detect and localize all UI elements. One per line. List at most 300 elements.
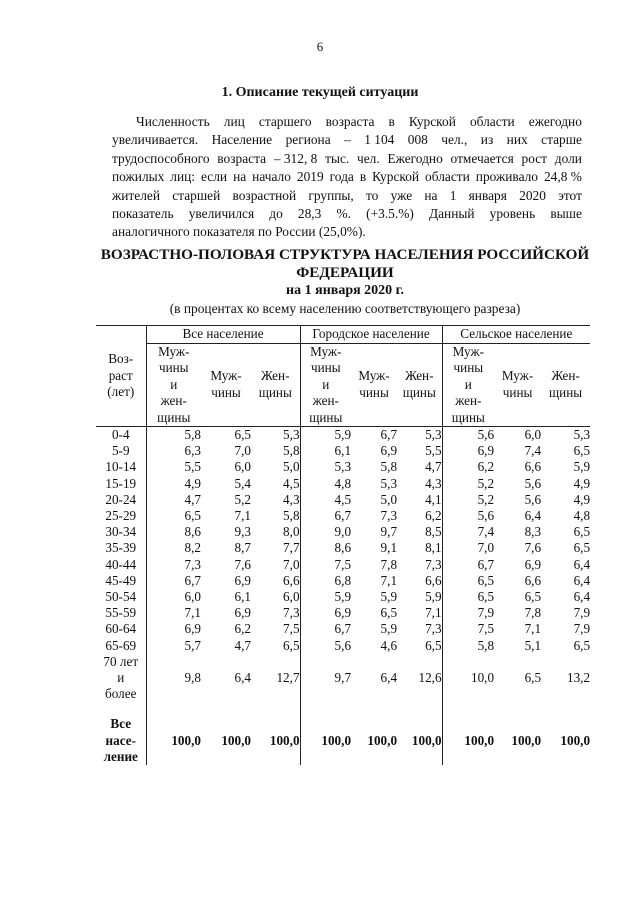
intro-word: до: [269, 206, 283, 222]
value-cell: 7,5: [442, 621, 494, 637]
value-cell: 6,2: [234, 621, 251, 637]
intro-word: то: [366, 187, 379, 203]
value-cell: 9,8: [146, 654, 201, 703]
subheader-line: Муж-: [158, 343, 190, 359]
subheader-men: [351, 343, 397, 427]
intro-word: старшей: [172, 187, 221, 203]
subheader-line: и: [322, 376, 330, 392]
intro-line: [112, 131, 582, 149]
value-cell: 4,5: [300, 492, 351, 508]
value-cell: 5,6: [442, 508, 494, 524]
value-cell: 7,3: [283, 605, 300, 621]
value-cell: 6,9: [442, 443, 494, 459]
value-cell: 6,5: [146, 508, 201, 524]
value-cell: 6,5: [573, 540, 591, 556]
value-cell: 6,0: [146, 589, 201, 605]
spacer-cell: [201, 702, 251, 716]
intro-word: выше: [550, 206, 582, 222]
intro-word: группы,: [308, 187, 354, 203]
subheader-line: Жен-: [405, 368, 434, 384]
value-cell: 100,0: [560, 732, 591, 748]
value-cell: 7,0: [234, 443, 251, 459]
value-cell: 6,4: [573, 589, 591, 605]
value-cell: 10,0: [442, 654, 494, 703]
intro-paragraph: [112, 113, 582, 242]
value-cell: 5,3: [300, 459, 351, 475]
value-cell: 4,7: [425, 459, 442, 475]
value-cell: 6,3: [146, 443, 201, 459]
value-cell: 4,3: [425, 475, 442, 491]
value-cell: 5,9: [380, 621, 398, 637]
value-cell: 100,0: [300, 716, 351, 765]
value-cell: 7,0: [442, 540, 494, 556]
intro-word: в: [388, 114, 395, 129]
table-row: [96, 492, 590, 508]
value-cell: 5,9: [300, 427, 351, 444]
spacer-cell: [442, 702, 494, 716]
value-cell: 7,9: [442, 605, 494, 621]
spacer-cell: [146, 702, 201, 716]
table-row: [96, 654, 590, 703]
age-cell: 0-4: [111, 427, 130, 442]
value-cell: 6,4: [234, 670, 251, 686]
intro-word: них: [506, 132, 528, 148]
value-cell: 6,6: [425, 572, 442, 588]
subheader-women: [251, 343, 300, 427]
value-cell: 5,3: [380, 475, 398, 491]
value-cell: 6,4: [573, 572, 591, 588]
table-row: [96, 573, 590, 589]
age-cell: 15-19: [105, 475, 137, 491]
value-cell: 6,9: [380, 443, 398, 459]
value-cell: 9,7: [380, 524, 398, 540]
intro-line: [112, 113, 582, 131]
value-cell: 6,7: [146, 573, 201, 589]
value-cell: 5,8: [283, 508, 300, 524]
table-row: [96, 540, 590, 556]
value-cell: 5,9: [425, 589, 442, 605]
age-cell-line: и: [117, 670, 125, 686]
subheader-line: щины: [548, 384, 583, 400]
intro-word: года: [329, 169, 354, 185]
intro-word: Курской: [408, 114, 456, 129]
intro-word: Население: [211, 132, 273, 148]
value-cell: 6,5: [524, 670, 542, 686]
value-cell: 5,3: [283, 427, 300, 442]
value-cell: 6,7: [300, 508, 351, 524]
value-cell: 6,7: [300, 621, 351, 637]
value-cell: 100,0: [411, 732, 442, 748]
value-cell: 6,2: [425, 508, 442, 524]
value-cell: 6,6: [524, 572, 542, 588]
subheader-line: Муж-: [452, 343, 484, 359]
subheader-line: чины: [158, 360, 189, 375]
age-cell-line: ление: [103, 748, 138, 764]
intro-word: (+3.5.%): [366, 206, 414, 222]
age-header-line: Воз-: [108, 351, 134, 367]
value-cell: 7,1: [425, 605, 442, 621]
value-cell: 100,0: [367, 732, 398, 748]
intro-word: Данный: [428, 206, 475, 222]
age-cell: [96, 654, 146, 703]
value-cell: 7,3: [425, 621, 442, 637]
value-cell: 5,8: [380, 459, 398, 475]
value-cell: 12,6: [418, 670, 442, 686]
age-cell: 40-44: [105, 556, 137, 572]
value-cell: 5,2: [442, 492, 494, 508]
value-cell: 5,5: [425, 443, 442, 459]
table-row: [96, 589, 590, 605]
table-row: [96, 459, 590, 475]
value-cell: 6,4: [380, 670, 398, 686]
intro-word: увеличивается.: [112, 132, 199, 148]
intro-word: отмечается: [450, 150, 514, 166]
intro-word: на: [424, 187, 438, 203]
value-cell: 5,0: [283, 459, 300, 475]
intro-word: возраста: [217, 150, 267, 166]
value-cell: 6,9: [524, 556, 542, 572]
intro-word: области: [425, 169, 470, 185]
age-header-line: раст: [108, 367, 133, 383]
intro-word: этот: [558, 187, 582, 203]
age-cell-line: 70 лет: [103, 653, 139, 669]
intro-line: [112, 168, 582, 186]
intro-line: аналогичного показателя по России (25,0%).: [112, 224, 366, 240]
value-cell: 7,3: [146, 557, 201, 573]
table-row: [96, 443, 590, 459]
value-cell: 6,1: [234, 589, 251, 605]
intro-word: 28,3: [297, 206, 322, 222]
value-cell: 9,3: [234, 524, 251, 540]
subheader-line: жен-: [312, 393, 339, 408]
value-cell: 7,5: [300, 557, 351, 573]
value-cell: 6,5: [283, 637, 300, 653]
subheader-line: щины: [309, 409, 343, 425]
value-cell: 4,6: [380, 637, 398, 653]
value-cell: 7,7: [283, 540, 300, 556]
age-cell: 25-29: [105, 508, 137, 524]
subheader-line: Муж-: [501, 368, 534, 384]
intro-word: рост: [521, 150, 548, 166]
value-cell: 6,1: [300, 443, 351, 459]
intro-word: проживало: [475, 169, 539, 185]
value-cell: 7,1: [380, 572, 398, 588]
value-cell: 6,5: [442, 589, 494, 605]
intro-word: чел.: [356, 150, 380, 166]
value-cell: 6,9: [300, 605, 351, 621]
table-row: [96, 605, 590, 621]
value-cell: 6,5: [442, 573, 494, 589]
intro-word: пожилых: [112, 169, 165, 185]
subheader-line: жен-: [455, 393, 482, 408]
value-cell: 5,8: [146, 427, 201, 444]
subheader-line: и: [170, 376, 178, 392]
subheader-women: [397, 343, 442, 427]
value-cell: 5,8: [283, 443, 300, 459]
value-cell: 5,2: [234, 491, 251, 507]
value-cell: 8,6: [300, 540, 351, 556]
subheader-line: Муж-: [310, 343, 342, 359]
value-cell: 4,5: [283, 475, 300, 491]
value-cell: 7,8: [524, 605, 542, 621]
table-row: [96, 524, 590, 540]
value-cell: 7,1: [234, 508, 251, 524]
value-cell: 5,5: [146, 459, 201, 475]
value-cell: 4,9: [146, 476, 201, 492]
table-row: [96, 621, 590, 637]
subheader-men: [494, 343, 541, 427]
value-cell: 8,0: [283, 524, 300, 540]
intro-word: из: [480, 132, 494, 148]
subheader-both-sexes: [146, 343, 201, 427]
intro-word: 2019: [296, 169, 324, 185]
intro-line: [112, 187, 582, 205]
age-cell: 65-69: [105, 637, 137, 653]
table-row: [96, 427, 590, 444]
value-cell: 5,3: [425, 427, 442, 442]
group-header-all: Все население: [146, 326, 300, 344]
spacer-cell: [300, 702, 351, 716]
age-cell-line: насе-: [105, 732, 136, 748]
intro-word: старше: [541, 132, 582, 148]
value-cell: 9,0: [300, 524, 351, 540]
value-cell: 7,6: [234, 556, 251, 572]
value-cell: 6,9: [146, 621, 201, 637]
value-cell: 5,3: [573, 427, 591, 442]
value-cell: 6,0: [283, 589, 300, 605]
subheader-line: чины: [502, 384, 533, 400]
page-number: 6: [316, 39, 324, 54]
value-cell: 7,9: [573, 605, 591, 621]
value-cell: 6,9: [234, 572, 251, 588]
value-cell: 8,5: [425, 524, 442, 540]
value-cell: 5,1: [524, 637, 542, 653]
value-cell: 7,1: [146, 605, 201, 621]
value-cell: 7,4: [524, 443, 542, 459]
intro-line: [112, 205, 582, 223]
intro-word: 24,8 %: [543, 169, 582, 185]
age-cell-line: Все: [110, 716, 132, 732]
value-cell: 5,6: [524, 491, 542, 507]
subheader-line: щины: [258, 384, 292, 400]
value-cell: 4,7: [146, 492, 201, 508]
spacer-cell: [351, 702, 397, 716]
value-cell: 6,6: [524, 459, 542, 475]
value-cell: 5,0: [380, 491, 398, 507]
value-cell: 5,7: [146, 638, 201, 654]
intro-word: возраста: [325, 114, 375, 129]
spacer-cell: [494, 702, 541, 716]
value-cell: 5,6: [442, 427, 494, 444]
age-header-line: (лет): [107, 384, 135, 400]
age-cell-line: более: [105, 686, 137, 702]
value-cell: 6,4: [524, 508, 542, 524]
spacer-cell: [397, 702, 442, 716]
subheader-line: чины: [453, 360, 484, 375]
intro-word: показатель: [112, 206, 174, 222]
intro-word: региона: [285, 132, 331, 148]
table-row: [96, 638, 590, 654]
value-cell: 6,5: [425, 637, 442, 653]
intro-word: в: [359, 169, 367, 185]
value-cell: 100,0: [221, 732, 251, 748]
value-cell: 4,8: [573, 508, 591, 524]
intro-word: Ежегодно: [387, 150, 443, 166]
age-cell: 10-14: [105, 459, 137, 475]
subheader-line: и: [464, 376, 472, 392]
table-note: (в процентах ко всему населению соответствующего разреза): [169, 301, 521, 316]
value-cell: 100,0: [269, 732, 300, 748]
intro-word: 2020: [519, 187, 546, 203]
group-header-rural: Сельское население: [442, 326, 590, 344]
intro-word: трудоспособного: [112, 150, 210, 166]
intro-word: если: [201, 169, 228, 185]
value-cell: 8,3: [524, 524, 542, 540]
value-cell: 100,0: [442, 716, 494, 765]
group-header-urban: Городское население: [300, 326, 442, 344]
value-cell: 6,6: [283, 572, 300, 588]
table-row: [96, 508, 590, 524]
subheader-line: Жен-: [551, 368, 580, 384]
intro-word: тыс.: [325, 150, 350, 166]
value-cell: 8,6: [146, 524, 201, 540]
subheader-line: Муж-: [358, 368, 390, 384]
subheader-line: щины: [157, 409, 191, 425]
value-cell: 6,5: [573, 524, 591, 540]
value-cell: 7,0: [283, 556, 300, 572]
value-cell: 4,9: [573, 475, 591, 491]
value-cell: 7,6: [524, 540, 542, 556]
subheader-women: [541, 343, 590, 427]
value-cell: 6,0: [234, 459, 251, 475]
subheader-line: чины: [359, 384, 389, 400]
value-cell: 7,4: [442, 524, 494, 540]
value-cell: 6,5: [573, 637, 591, 653]
value-cell: 9,7: [300, 654, 351, 703]
intro-word: начало: [252, 169, 291, 185]
value-cell: 7,9: [573, 621, 591, 637]
intro-word: Курской: [372, 169, 420, 185]
value-cell: 6,2: [442, 459, 494, 475]
subheader-line: щины: [402, 384, 436, 400]
spacer-cell: [96, 702, 146, 716]
subheader-line: щины: [451, 409, 485, 425]
intro-word: ежегодно: [528, 114, 582, 129]
intro-line: [112, 150, 582, 168]
intro-word: января: [468, 187, 507, 203]
table-title: ВОЗРАСТНО-ПОЛОВАЯ СТРУКТУРА НАСЕЛЕНИЯ РОССИЙСКОЙ ФЕДЕРАЦИИ: [100, 246, 590, 281]
value-cell: 6,5: [380, 605, 398, 621]
value-cell: 5,6: [300, 638, 351, 654]
value-cell: 7,1: [524, 621, 542, 637]
age-cell: 55-59: [105, 605, 137, 621]
intro-word: доли: [554, 150, 582, 166]
table-date: на 1 января 2020 г.: [286, 283, 404, 298]
intro-word: Численность: [136, 114, 210, 129]
value-cell: 100,0: [146, 716, 201, 765]
value-cell: 6,8: [300, 573, 351, 589]
value-cell: 5,9: [300, 589, 351, 605]
age-cell: 20-24: [105, 491, 137, 507]
intro-word: жителей: [112, 187, 161, 203]
value-cell: 8,1: [425, 540, 442, 556]
value-cell: 4,8: [300, 476, 351, 492]
spacer-cell: [251, 702, 300, 716]
age-cell: 30-34: [105, 524, 137, 540]
value-cell: 7,3: [425, 556, 442, 572]
value-cell: 6,5: [573, 443, 591, 459]
value-cell: 7,5: [283, 621, 300, 637]
value-cell: 6,0: [524, 427, 542, 442]
subheader-line: чины: [310, 360, 341, 375]
value-cell: 100,0: [511, 732, 542, 748]
intro-word: 1 104: [364, 132, 395, 148]
intro-word: области: [469, 114, 515, 129]
subheader-men: [201, 343, 251, 427]
intro-word: увеличился: [188, 206, 255, 222]
subheader-line: жен-: [160, 393, 187, 408]
value-cell: 5,8: [442, 638, 494, 654]
intro-word: лиц: [223, 114, 245, 129]
value-cell: 4,1: [425, 491, 442, 507]
value-cell: 5,9: [380, 589, 398, 605]
subheader-line: Муж-: [210, 368, 242, 384]
value-cell: 6,7: [380, 427, 398, 442]
value-cell: 4,3: [283, 491, 300, 507]
value-cell: 7,3: [380, 508, 398, 524]
table-row: [96, 716, 590, 765]
intro-word: на: [233, 169, 247, 185]
subheader-line: Жен-: [261, 368, 290, 384]
value-cell: 13,2: [566, 670, 591, 686]
subheader-line: чины: [211, 384, 241, 400]
age-cell: 45-49: [105, 572, 137, 588]
age-cell: [96, 716, 146, 765]
intro-word: 008: [407, 132, 428, 148]
age-cell: 60-64: [105, 621, 137, 637]
age-column-header: [96, 326, 146, 427]
intro-word: %.: [336, 206, 351, 222]
table-row: [96, 557, 590, 573]
value-cell: 6,5: [234, 427, 251, 442]
spacer-cell: [541, 702, 590, 716]
value-cell: 5,6: [524, 475, 542, 491]
spacer-row: [96, 702, 590, 716]
age-cell: 50-54: [105, 589, 137, 605]
subheader-both-sexes: [300, 343, 351, 427]
intro-word: 1: [449, 187, 457, 203]
value-cell: 7,8: [380, 556, 398, 572]
value-cell: 6,9: [234, 605, 251, 621]
value-cell: 4,9: [573, 491, 591, 507]
table-row: [96, 476, 590, 492]
intro-word: возрастной: [232, 187, 297, 203]
intro-word: уже: [390, 187, 413, 203]
intro-word: – 312, 8: [273, 150, 318, 166]
subheader-both-sexes: [442, 343, 494, 427]
value-cell: 5,2: [442, 476, 494, 492]
value-cell: 5,4: [234, 475, 251, 491]
value-cell: 4,7: [234, 637, 251, 653]
intro-word: –: [344, 132, 351, 148]
age-cell: 5-9: [111, 443, 130, 459]
value-cell: 6,7: [442, 557, 494, 573]
intro-word: чел.,: [441, 132, 468, 148]
value-cell: 6,5: [524, 589, 542, 605]
intro-word: уровень: [489, 206, 536, 222]
value-cell: 6,4: [573, 556, 591, 572]
intro-word: старшего: [258, 114, 312, 129]
